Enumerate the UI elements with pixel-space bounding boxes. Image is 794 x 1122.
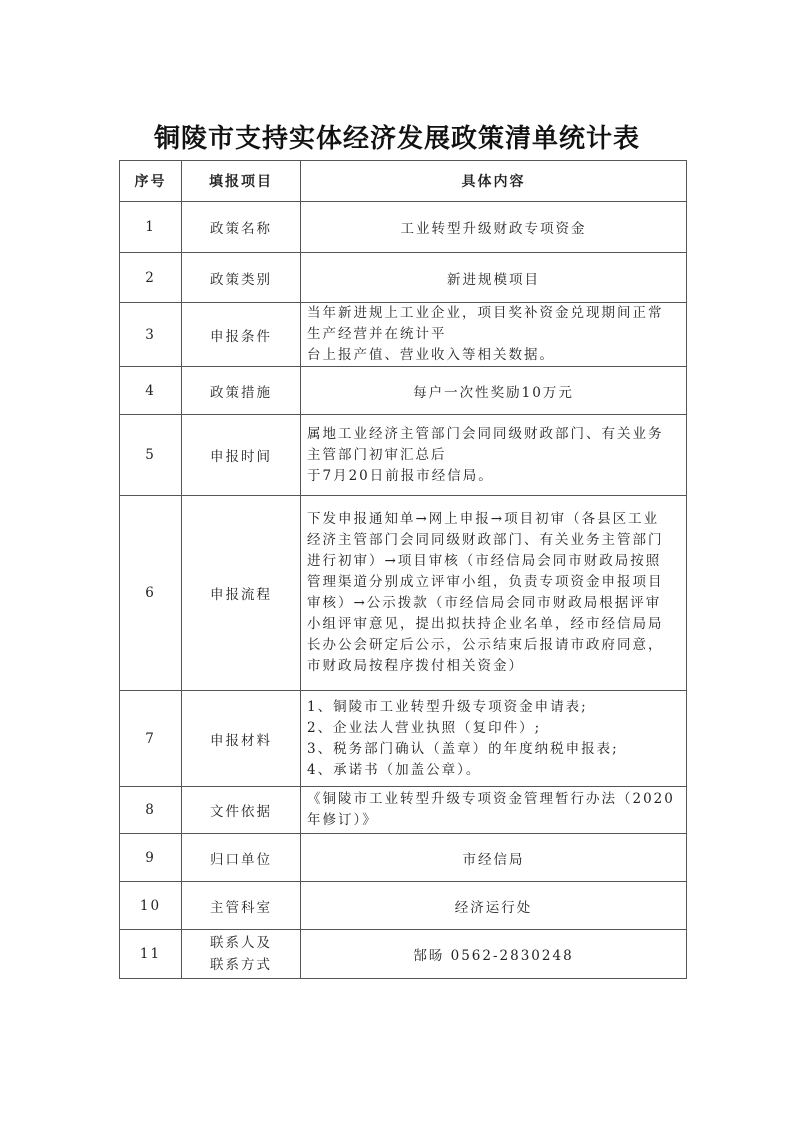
table-row (120, 882, 687, 930)
row-content (301, 930, 687, 979)
content-line: 3、税务部门确认（盖章）的年度纳税申报表; (307, 740, 619, 757)
content-line: 经济主管部门会同同级财政部门、有关业务主管部门 (307, 532, 664, 548)
content-line: 长办公会研定后公示，公示结束后报请市政府同意， (307, 637, 664, 653)
content-line: 下发申报通知单→网上申报→项目初审（各县区工业 (307, 511, 660, 527)
content-line: 主管部门初审汇总后 (307, 446, 447, 463)
content-line: 《铜陵市工业转型升级专项资金管理暂行办法（2020 (307, 791, 675, 807)
table-row (120, 415, 687, 496)
row-item: 申报流程 (182, 496, 301, 691)
row-content (301, 367, 687, 415)
content-line: 审核）→公示拨款（市经信局会同市财政局根据评审 (307, 595, 662, 611)
row-item: 归口单位 (182, 834, 301, 882)
content-line: 市经信局 (462, 851, 525, 868)
row-content (301, 496, 687, 691)
row-number: 4 (120, 367, 182, 415)
row-item-line: 联系人及 (210, 935, 272, 951)
row-content (301, 691, 687, 787)
row-item: 政策名称 (182, 202, 301, 253)
row-content (301, 415, 687, 496)
table-row (120, 253, 687, 303)
table-row (120, 202, 687, 253)
table-row (120, 691, 687, 787)
row-content (301, 253, 687, 303)
content-line: 进行初审）→项目审核（市经信局会同市财政局按照 (307, 553, 662, 569)
row-number: 2 (120, 253, 182, 303)
row-item: 申报条件 (182, 303, 301, 367)
content-line: 郜旸 0562-2830248 (413, 948, 574, 964)
page-title: 铜陵市支持实体经济发展政策清单统计表 (153, 124, 640, 154)
row-item: 主管科室 (182, 882, 301, 930)
content-line: 台上报产值、营业收入等相关数据。 (307, 347, 555, 363)
content-line: 经济运行处 (454, 899, 533, 916)
content-line: 新进规模项目 (447, 271, 540, 288)
table-row (120, 496, 687, 691)
content-line: 当年新进规上工业企业，项目奖补资金兑现期间正常 (307, 305, 664, 321)
content-line: 管理渠道分别成立评审小组，负责专项资金申报项目 (307, 574, 664, 590)
table-row (120, 787, 687, 834)
content-line: 属地工业经济主管部门会同同级财政部门、有关业务 (307, 425, 664, 442)
content-line: 每户一次性奖励10万元 (413, 384, 574, 401)
row-number: 6 (120, 496, 182, 691)
content-line: 于7月20日前报市经信局。 (307, 467, 494, 484)
content-line: 工业转型升级财政专项资金 (400, 221, 587, 237)
row-item: 申报材料 (182, 691, 301, 787)
header-item: 填报项目 (182, 161, 301, 202)
header-no: 序号 (120, 161, 182, 202)
row-content (301, 303, 687, 367)
content-line: 2、企业法人营业执照（复印件）; (307, 719, 542, 736)
content-line: 4、承诺书（加盖公章）。 (307, 761, 482, 778)
row-content (301, 787, 687, 834)
row-content (301, 202, 687, 253)
row-item: 政策措施 (182, 367, 301, 415)
row-number: 5 (120, 415, 182, 496)
row-content (301, 834, 687, 882)
table-row (120, 367, 687, 415)
row-content (301, 882, 687, 930)
content-line: 小组评审意见，提出拟扶持企业名单，经市经信局局 (307, 616, 664, 632)
content-line: 市财政局按程序拨付相关资金） (307, 658, 524, 674)
row-number: 1 (120, 202, 182, 253)
row-number: 9 (120, 834, 182, 882)
table-row (120, 930, 687, 979)
row-number: 10 (120, 882, 182, 930)
content-line: 1、铜陵市工业转型升级专项资金申请表; (307, 698, 588, 715)
row-item (182, 930, 301, 979)
row-item: 申报时间 (182, 415, 301, 496)
row-number: 7 (120, 691, 182, 787)
policy-table (119, 160, 687, 979)
row-number: 8 (120, 787, 182, 834)
content-line: 年修订）》 (307, 812, 378, 828)
content-line: 生产经营并在统计平 (307, 326, 447, 342)
table-row (120, 303, 687, 367)
table-row (120, 834, 687, 882)
row-item-line: 联系方式 (210, 957, 272, 973)
row-number: 11 (120, 930, 182, 979)
table-header-row (120, 161, 687, 202)
row-item: 政策类别 (182, 253, 301, 303)
header-content: 具体内容 (301, 161, 687, 202)
row-item: 文件依据 (182, 787, 301, 834)
row-number: 3 (120, 303, 182, 367)
